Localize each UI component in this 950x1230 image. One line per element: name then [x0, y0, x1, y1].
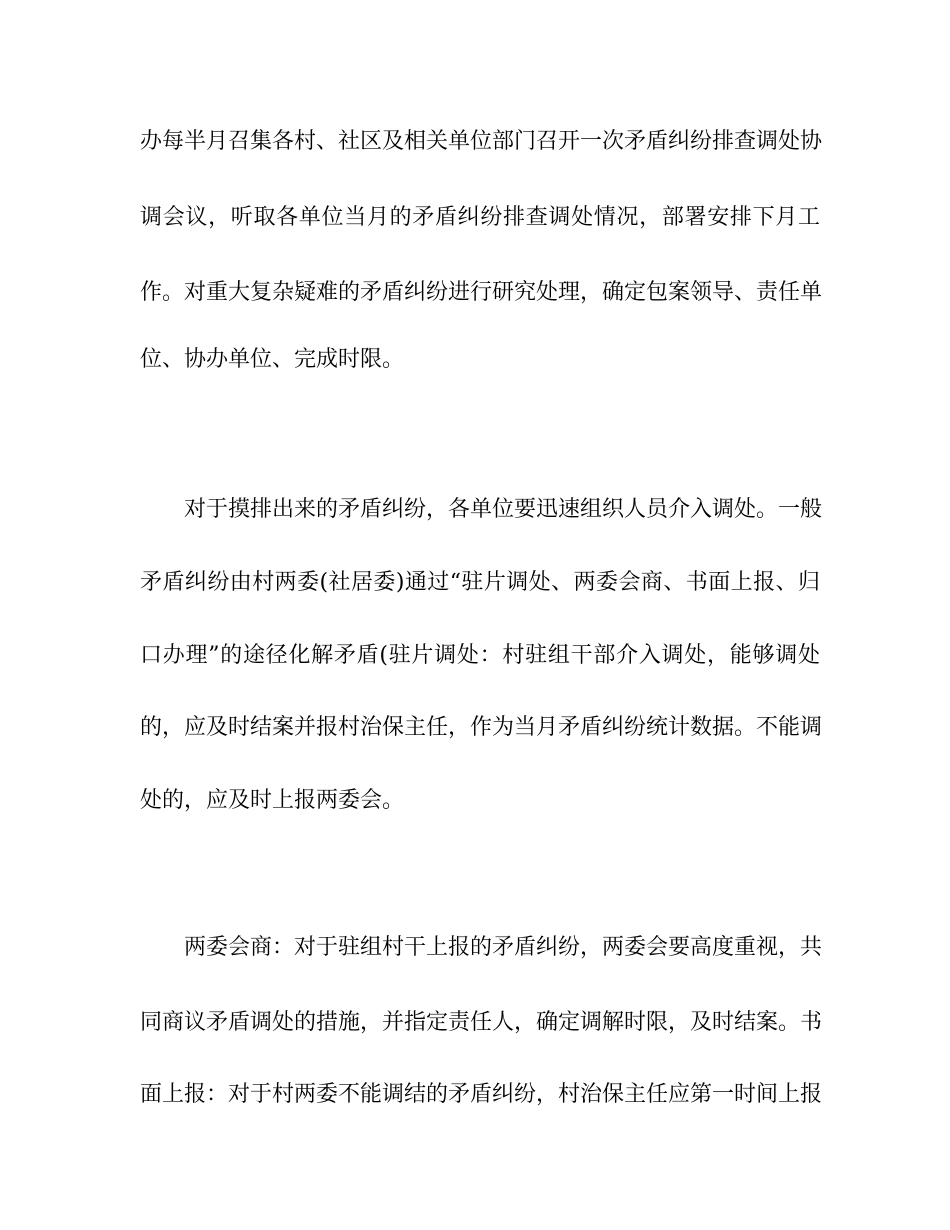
paragraph-3-line-2: 同商议矛盾调处的措施，并指定责任人，确定调解时限，及时结案。书 — [140, 1010, 823, 1035]
paragraph-1-line-1: 办每半月召集各村、社区及相关单位部门召开一次矛盾纠纷排查调处协 — [140, 129, 823, 154]
paragraph-3-line-1: 两委会商：对于驻组村干上报的矛盾纠纷，两委会要高度重视，共 — [184, 935, 823, 960]
paragraph-2-line-2: 矛盾纠纷由村两委(社居委)通过“驻片调处、两委会商、书面上报、归 — [140, 570, 820, 595]
paragraph-2-line-4: 的，应及时结案并报村治保主任，作为当月矛盾纠纷统计数据。不能调 — [140, 715, 823, 740]
paragraph-1-line-4: 位、协办单位、完成时限。 — [140, 347, 405, 372]
paragraph-2-line-1: 对于摸排出来的矛盾纠纷，各单位要迅速组织人员介入调处。一般 — [184, 497, 823, 522]
paragraph-2-line-3: 口办理”的途径化解矛盾(驻片调处：村驻组干部介入调处，能够调处 — [140, 643, 820, 668]
paragraph-3-line-3: 面上报：对于村两委不能调结的矛盾纠纷，村治保主任应第一时间上报 — [140, 1082, 823, 1107]
paragraph-1-line-2: 调会议，听取各单位当月的矛盾纠纷排查调处情况，部署安排下月工 — [140, 205, 820, 230]
paragraph-1-line-3: 作。对重大复杂疑难的矛盾纠纷进行研究处理，确定包案领导、责任单 — [140, 280, 823, 305]
paragraph-2-line-5: 处的，应及时上报两委会。 — [140, 788, 405, 813]
